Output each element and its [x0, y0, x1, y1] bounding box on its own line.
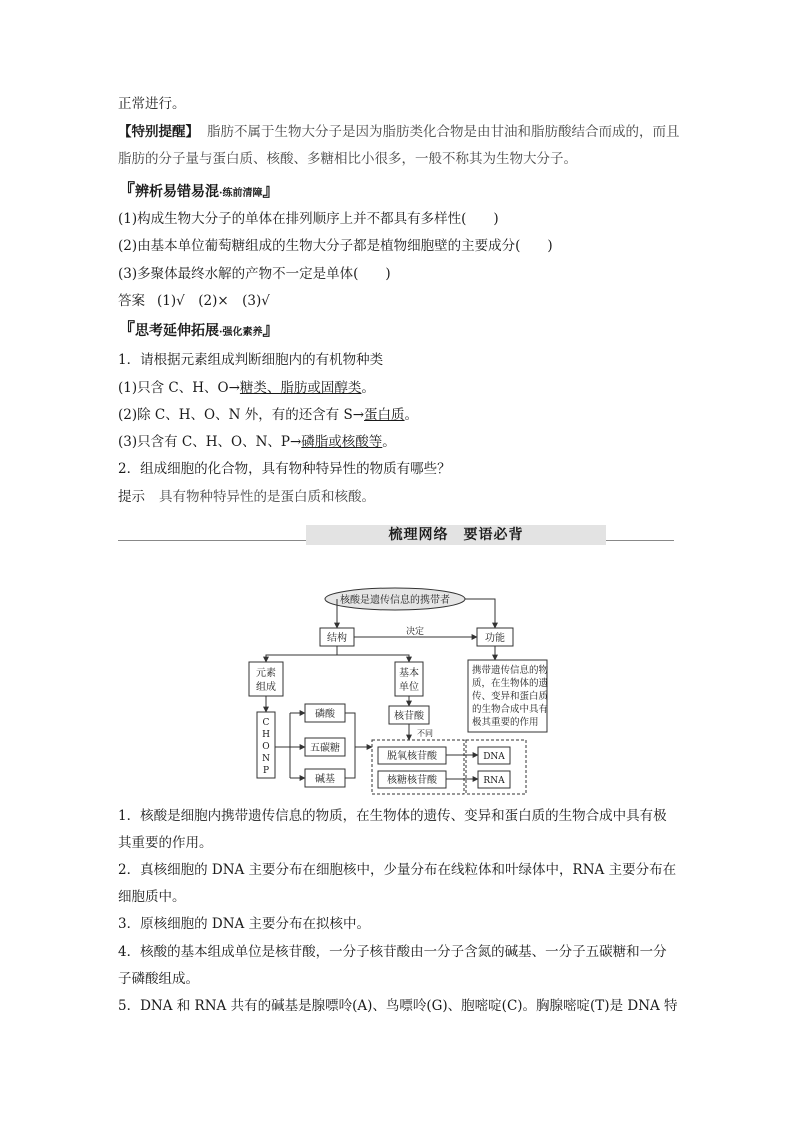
key-point-1: 1．核酸是细胞内携带遗传信息的物质，在生物体的遗传、变异和蛋白质的生物合成中具有极其重要的作用。: [118, 808, 667, 851]
section-header-discrimination: 『辨析易错易混·练前清障』: [118, 181, 280, 201]
special-tip-continued: 脂肪的分子量与蛋白质、核酸、多糖相比小很多，一般不称其为生物大分子。: [118, 151, 577, 167]
text-line: 正常进行。: [118, 96, 186, 112]
ribo-label: 核糖核苷酸: [387, 775, 437, 786]
function-label: 功能: [485, 633, 505, 644]
banner-title: 梳理网络 要语必背: [388, 527, 524, 543]
section-title: 辨析易错易混: [135, 184, 219, 200]
prefix: (2)除 C、H、O、N 外，有的还含有 S→: [118, 407, 365, 423]
func-desc-5: 极其重要的作用: [472, 717, 539, 728]
suffix: 。: [404, 407, 419, 423]
key-point-2: 2．真核细胞的 DNA 主要分布在细胞核中，少量分布在线粒体和叶绿体中，RNA 主要分布在细胞质中。: [118, 862, 677, 905]
pentose-label: 五碳糖: [310, 743, 340, 754]
special-tip-label: 【特别提醒】: [118, 124, 199, 140]
element-h: H: [262, 730, 270, 740]
question-1-c: [118, 432, 396, 452]
answer-fill: 糖类、脂肪或固醇类: [239, 380, 362, 396]
structure-label: 结构: [327, 633, 347, 644]
answer-line: [118, 291, 270, 311]
hint-line: [118, 487, 375, 507]
base-label: 碱基: [315, 774, 335, 785]
rna-label: RNA: [483, 776, 505, 786]
question-1: 1．请根据元素组成判断细胞内的有机物种类: [118, 352, 384, 368]
nucleotide-label: 核苷酸: [394, 711, 424, 722]
func-desc-2: 质，在生物体的遗: [472, 678, 549, 689]
section-banner: [118, 521, 674, 545]
hint-text: 具有物种特异性的是蛋白质和核酸。: [159, 489, 375, 505]
judge-item-2: (2)由基本单位葡萄糖组成的生物大分子都是植物细胞壁的主要成分( ): [118, 238, 553, 254]
element-label-1: 元素: [256, 668, 276, 679]
answer-fill: 磷脂或核酸等: [301, 434, 383, 450]
func-desc-4: 的生物合成中具有: [472, 704, 549, 715]
section-header-thinking: 『思考延伸拓展·强化素养』: [118, 320, 280, 340]
element-p: P: [262, 766, 270, 776]
func-desc-3: 传、变异和蛋白质: [472, 691, 549, 702]
element-c: C: [262, 718, 270, 728]
concept-diagram: [245, 585, 555, 797]
decides-label: 决定: [405, 627, 425, 637]
hint-label: 提示: [118, 489, 145, 505]
phosphate-label: 磷酸: [315, 709, 335, 720]
question-2: 2．组成细胞的化合物，具有物种特异性的物质有哪些？: [118, 461, 451, 477]
answer-label: 答案: [118, 293, 145, 309]
key-point-5: 5．DNA 和 RNA 共有的碱基是腺嘌呤(A)、鸟嘌呤(G)、胞嘧啶(C)。胸腺嘧啶(T)是 DNA 特: [118, 998, 678, 1014]
section-subtitle: ·练前清障: [219, 188, 263, 199]
basic-label-2: 单位: [399, 682, 419, 693]
judge-item-1: (1)构成生物大分子的单体在排列顺序上并不都具有多样性( ): [118, 211, 499, 227]
judge-item-3: (3)多聚体最终水解的产物不一定是单体( ): [118, 266, 391, 282]
special-tip-text: 脂肪不属于生物大分子是因为脂肪类化合物是由甘油和脂肪酸结合而成的，而且: [207, 124, 680, 140]
answer-text: (1)√ (2)× (3)√: [157, 293, 270, 309]
suffix: 。: [382, 434, 396, 450]
prefix: (3)只含有 C、H、O、N、P→: [118, 434, 302, 450]
question-1-b: [118, 405, 418, 425]
element-n: N: [262, 754, 270, 764]
dna-label: DNA: [483, 752, 505, 762]
element-label-2: 组成: [256, 682, 276, 693]
key-point-4: 4．核酸的基本组成单位是核苷酸，一分子核苷酸由一分子含氮的碱基、一分子五碳糖和一分子磷酸组成。: [118, 944, 667, 987]
special-tip: [118, 122, 680, 142]
element-o: O: [262, 742, 270, 752]
different-label: 不同: [417, 729, 433, 738]
key-point-3: 3．原核细胞的 DNA 主要分布在拟核中。: [118, 916, 371, 932]
section-title: 思考延伸拓展: [135, 323, 219, 339]
deoxy-label: 脱氧核苷酸: [387, 751, 437, 762]
section-subtitle: ·强化素养: [219, 327, 263, 338]
question-1-a: [118, 378, 375, 398]
answer-fill: 蛋白质: [364, 407, 405, 423]
func-desc-1: 携带遗传信息的物: [472, 665, 549, 676]
suffix: 。: [361, 380, 375, 396]
basic-label-1: 基本: [399, 668, 419, 679]
prefix: (1)只含 C、H、O→: [118, 380, 240, 396]
root-label: 核酸是遗传信息的携带者: [340, 595, 450, 606]
